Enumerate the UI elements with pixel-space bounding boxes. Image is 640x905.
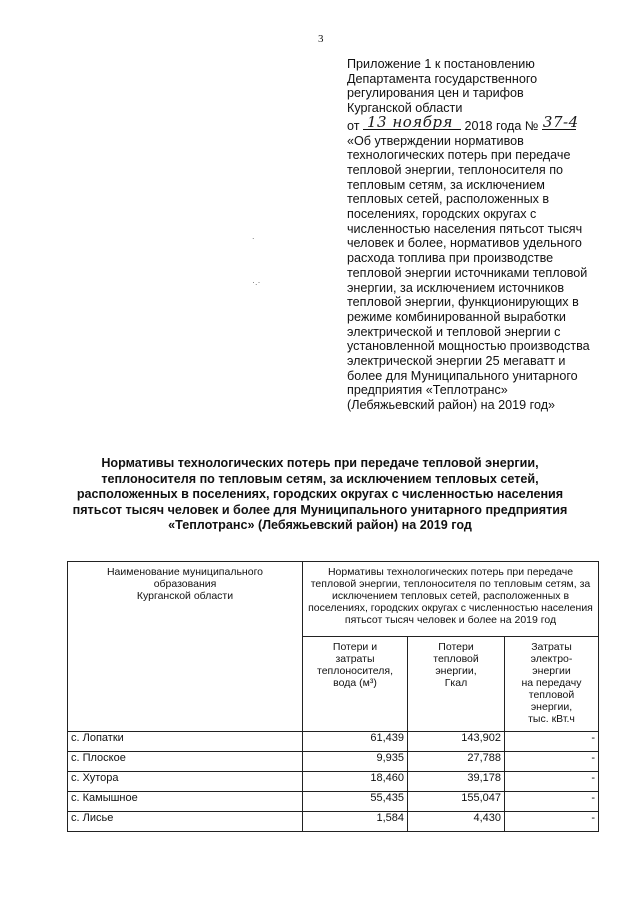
appendix-line: Департамента государственного bbox=[347, 71, 538, 86]
header-line: Затраты bbox=[531, 641, 572, 653]
appendix-line: Курганской области bbox=[347, 101, 463, 116]
water-loss-value: 61,439 bbox=[303, 732, 408, 752]
header-line: теплоносителя, bbox=[317, 665, 393, 677]
power-cost-value: - bbox=[505, 752, 599, 772]
subject-line: численностью населения пятьсот тысяч bbox=[347, 221, 583, 236]
header-line: Гкал bbox=[444, 677, 468, 689]
power-cost-value: - bbox=[505, 792, 599, 812]
group-header-line: поселениях, городских округах с численностью населения bbox=[308, 602, 593, 614]
heat-loss-value: 4,430 bbox=[408, 812, 505, 832]
subject-line: поселениях, городских округах с bbox=[347, 207, 537, 222]
group-header-line: пятьсот тысяч человек и более на 2019 год bbox=[344, 614, 557, 626]
header-line: тепловой bbox=[433, 653, 479, 665]
group-header-line: исключением тепловых сетей, расположенных в bbox=[331, 590, 570, 602]
header-line: вода (м³) bbox=[333, 677, 377, 689]
settlement-name: с. Плоское bbox=[68, 752, 303, 772]
number-field bbox=[542, 113, 579, 132]
appendix-line: Приложение 1 к постановлению bbox=[347, 57, 535, 71]
power-cost-header bbox=[505, 637, 599, 732]
header-line: Потери и bbox=[332, 641, 378, 653]
header-line: тыс. кВт.ч bbox=[528, 713, 575, 725]
settlement-name: с. Лопатки bbox=[68, 732, 303, 752]
subject-line: тепловой энергии источниками тепловой bbox=[347, 265, 588, 280]
subject-line: предприятия «Теплотранс» bbox=[347, 383, 508, 398]
settlement-name: с. Камышное bbox=[68, 792, 303, 812]
subject-line: установленной мощностью производства bbox=[347, 339, 590, 354]
appendix-block bbox=[347, 57, 607, 413]
subject-line: тепловым сетям, за исключением bbox=[347, 177, 545, 192]
table-row bbox=[68, 812, 599, 832]
settlement-name: с. Лисье bbox=[68, 812, 303, 832]
title-line: Нормативы технологических потерь при передаче тепловой энергии, bbox=[101, 456, 539, 470]
date-suffix: 2018 года № bbox=[464, 118, 539, 133]
subject-line: тепловых сетей, расположенных в bbox=[347, 192, 550, 207]
norms-group-header bbox=[303, 562, 599, 637]
title-line: теплоносителя по тепловым сетям, за исключением тепловых сетей, bbox=[101, 471, 539, 486]
subject-line: электрической и тепловой энергии с bbox=[347, 324, 561, 339]
header-line: энергии, bbox=[435, 665, 477, 677]
heat-loss-value: 39,178 bbox=[408, 772, 505, 792]
power-cost-value: - bbox=[505, 772, 599, 792]
subject-line: расхода топлива при производстве bbox=[347, 251, 554, 266]
handwritten-date: 13 ноября bbox=[367, 113, 453, 132]
water-loss-header bbox=[303, 637, 408, 732]
table-row bbox=[68, 732, 599, 752]
subject-line: тепловой энергии, функционирующих в bbox=[347, 295, 579, 310]
subject-line: «Об утверждении нормативов bbox=[347, 133, 524, 148]
header-line: затраты bbox=[335, 653, 375, 665]
group-header-line: тепловой энергии, теплоносителя по тепловым сетям, за bbox=[310, 578, 591, 590]
appendix-subject bbox=[347, 134, 607, 413]
date-field bbox=[363, 113, 461, 132]
appendix-date-line bbox=[347, 113, 607, 134]
header-line: энергии, bbox=[530, 701, 573, 713]
header-line: энергии bbox=[532, 665, 571, 677]
header-line: Потери bbox=[438, 641, 474, 653]
settlement-name: с. Хутора bbox=[68, 772, 303, 792]
heat-loss-value: 143,902 bbox=[408, 732, 505, 752]
title-line: «Теплотранс» (Лебяжьевский район) на 2019 год bbox=[168, 518, 472, 532]
scan-speck: . bbox=[252, 231, 255, 241]
subject-line: более для Муниципального унитарного bbox=[347, 368, 578, 383]
document-title bbox=[60, 456, 580, 534]
handwritten-number: 37-4 bbox=[542, 113, 579, 132]
power-cost-value: - bbox=[505, 812, 599, 832]
scan-speck: ·.· bbox=[252, 277, 261, 287]
title-line: пятьсот тысяч человек и более для Муниципального унитарного предприятия bbox=[72, 502, 568, 517]
date-prefix: от bbox=[347, 118, 360, 133]
norms-table bbox=[67, 561, 599, 832]
region-header-line: образования bbox=[153, 578, 217, 590]
power-cost-value: - bbox=[505, 732, 599, 752]
water-loss-value: 9,935 bbox=[303, 752, 408, 772]
heat-loss-value: 155,047 bbox=[408, 792, 505, 812]
water-loss-value: 55,435 bbox=[303, 792, 408, 812]
subject-line: электрической энергии 25 мегаватт и bbox=[347, 354, 566, 369]
heat-loss-value: 27,788 bbox=[408, 752, 505, 772]
header-line: электро- bbox=[530, 653, 573, 665]
title-line: расположенных в поселениях, городских округах с численностью населения bbox=[76, 487, 564, 501]
subject-line: тепловой энергии, теплоносителя по bbox=[347, 162, 564, 177]
table-row bbox=[68, 772, 599, 792]
subject-line: человек и более, нормативов удельного bbox=[347, 236, 582, 251]
region-header bbox=[68, 562, 303, 732]
header-line: на передачу bbox=[521, 677, 582, 689]
group-header-line: Нормативы технологических потерь при передаче bbox=[327, 566, 574, 578]
subject-line: режиме комбинированной выработки bbox=[347, 309, 566, 324]
subject-line: энергии, за исключением источников bbox=[347, 280, 565, 295]
page-number: 3 bbox=[318, 33, 324, 45]
appendix-line: регулирования цен и тарифов bbox=[347, 86, 524, 101]
header-line: тепловой bbox=[528, 689, 575, 701]
heat-loss-header bbox=[408, 637, 505, 732]
water-loss-value: 1,584 bbox=[303, 812, 408, 832]
table-row bbox=[68, 792, 599, 812]
table-row bbox=[68, 752, 599, 772]
water-loss-value: 18,460 bbox=[303, 772, 408, 792]
subject-line: технологических потерь при передаче bbox=[347, 148, 571, 163]
region-header-line: Наименование муниципального bbox=[106, 566, 264, 578]
region-header-line: Курганской области bbox=[136, 590, 234, 602]
subject-line: (Лебяжьевский район) на 2019 год» bbox=[347, 398, 556, 413]
